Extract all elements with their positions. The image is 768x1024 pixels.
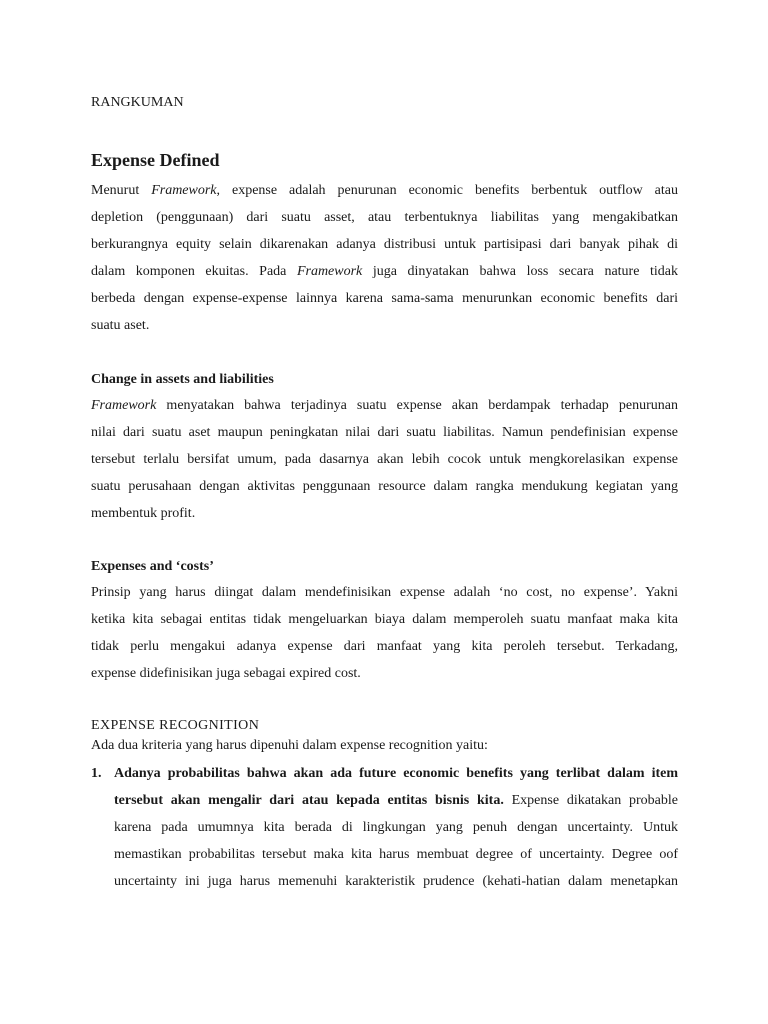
paragraph-line <box>91 182 678 200</box>
paragraph-line <box>91 397 678 415</box>
section-title-expense-defined: Expense Defined <box>91 150 220 170</box>
list-item-line: Adanya probabilitas bahwa akan ada future economic benefits yang terlibat dalam item <box>114 766 678 781</box>
paragraph-line: tidak perlu mengakui adanya expense dari manfaat yang kita peroleh tersebut. Terkadang, <box>91 639 678 654</box>
paragraph-line: suatu perusahaan dengan aktivitas penggunaan resource dalam rangka mendukung kegiatan yang <box>91 479 678 494</box>
text-span: , expense adalah penurunan economic benefits berbentuk outflow atau <box>216 183 678 198</box>
list-number: 1. <box>91 766 102 781</box>
text-span: Expense dikatakan probable <box>503 793 679 808</box>
paragraph-line: berkurangnya equity selain dikarenakan adanya distribusi untuk partisipasi dari banyak pihak di <box>91 237 678 252</box>
section-title-change-in-assets: Change in assets and liabilities <box>91 372 274 387</box>
paragraph-line: membentuk profit. <box>91 506 196 521</box>
paragraph-line <box>91 263 678 281</box>
framework-term: Framework <box>91 398 157 413</box>
section-title-expenses-and-costs: Expenses and ‘costs’ <box>91 559 214 574</box>
text-span: Menurut <box>91 183 152 198</box>
list-item-line: uncertainty ini juga harus memenuhi karakteristik prudence (kehati-hatian dalam menetapkan <box>114 874 678 889</box>
paragraph-line: depletion (penggunaan) dari suatu asset, atau terbentuknya liabilitas yang mengakibatkan <box>91 210 678 225</box>
list-item-line: karena pada umumnya kita berada di lingkungan yang penuh dengan uncertainty. Untuk <box>114 820 678 835</box>
framework-term: Framework <box>296 264 363 279</box>
paragraph-line: ketika kita sebagai entitas tidak mengeluarkan biaya dalam memperoleh suatu manfaat maka kita <box>91 612 678 627</box>
paragraph-line: Ada dua kriteria yang harus dipenuhi dalam expense recognition yaitu: <box>91 738 488 753</box>
section-title-expense-recognition: EXPENSE RECOGNITION <box>91 718 260 733</box>
paragraph-line: tersebut terlalu bersifat umum, pada dasarnya akan lebih cocok untuk mengkorelasikan expense <box>91 452 678 467</box>
paragraph-line: Prinsip yang harus diingat dalam mendefinisikan expense adalah ‘no cost, no expense’. Yakni <box>91 585 678 600</box>
text-span: tersebut akan mengalir dari atau kepada entitas bisnis kita. <box>114 793 504 808</box>
text-span: dalam komponen ekuitas. Pada <box>91 264 297 279</box>
summary-label: RANGKUMAN <box>91 95 184 110</box>
text-span: juga dinyatakan bahwa loss secara nature tidak <box>362 264 678 279</box>
paragraph-line: berbeda dengan expense-expense lainnya karena sama-sama menurunkan economic benefits dari <box>91 291 678 306</box>
paragraph-line: suatu aset. <box>91 318 150 333</box>
framework-term: Framework <box>151 183 217 198</box>
text-span: menyatakan bahwa terjadinya suatu expense akan berdampak terhadap penurunan <box>156 398 678 413</box>
paragraph-line: nilai dari suatu aset maupun peningkatan nilai dari suatu liabilitas. Namun pendefinisian expense <box>91 425 678 440</box>
list-item-line: memastikan probabilitas tersebut maka kita harus membuat degree of uncertainty. Degree oof <box>114 847 678 862</box>
paragraph-line: expense didefinisikan juga sebagai expired cost. <box>91 666 361 681</box>
list-item-line <box>114 792 678 810</box>
